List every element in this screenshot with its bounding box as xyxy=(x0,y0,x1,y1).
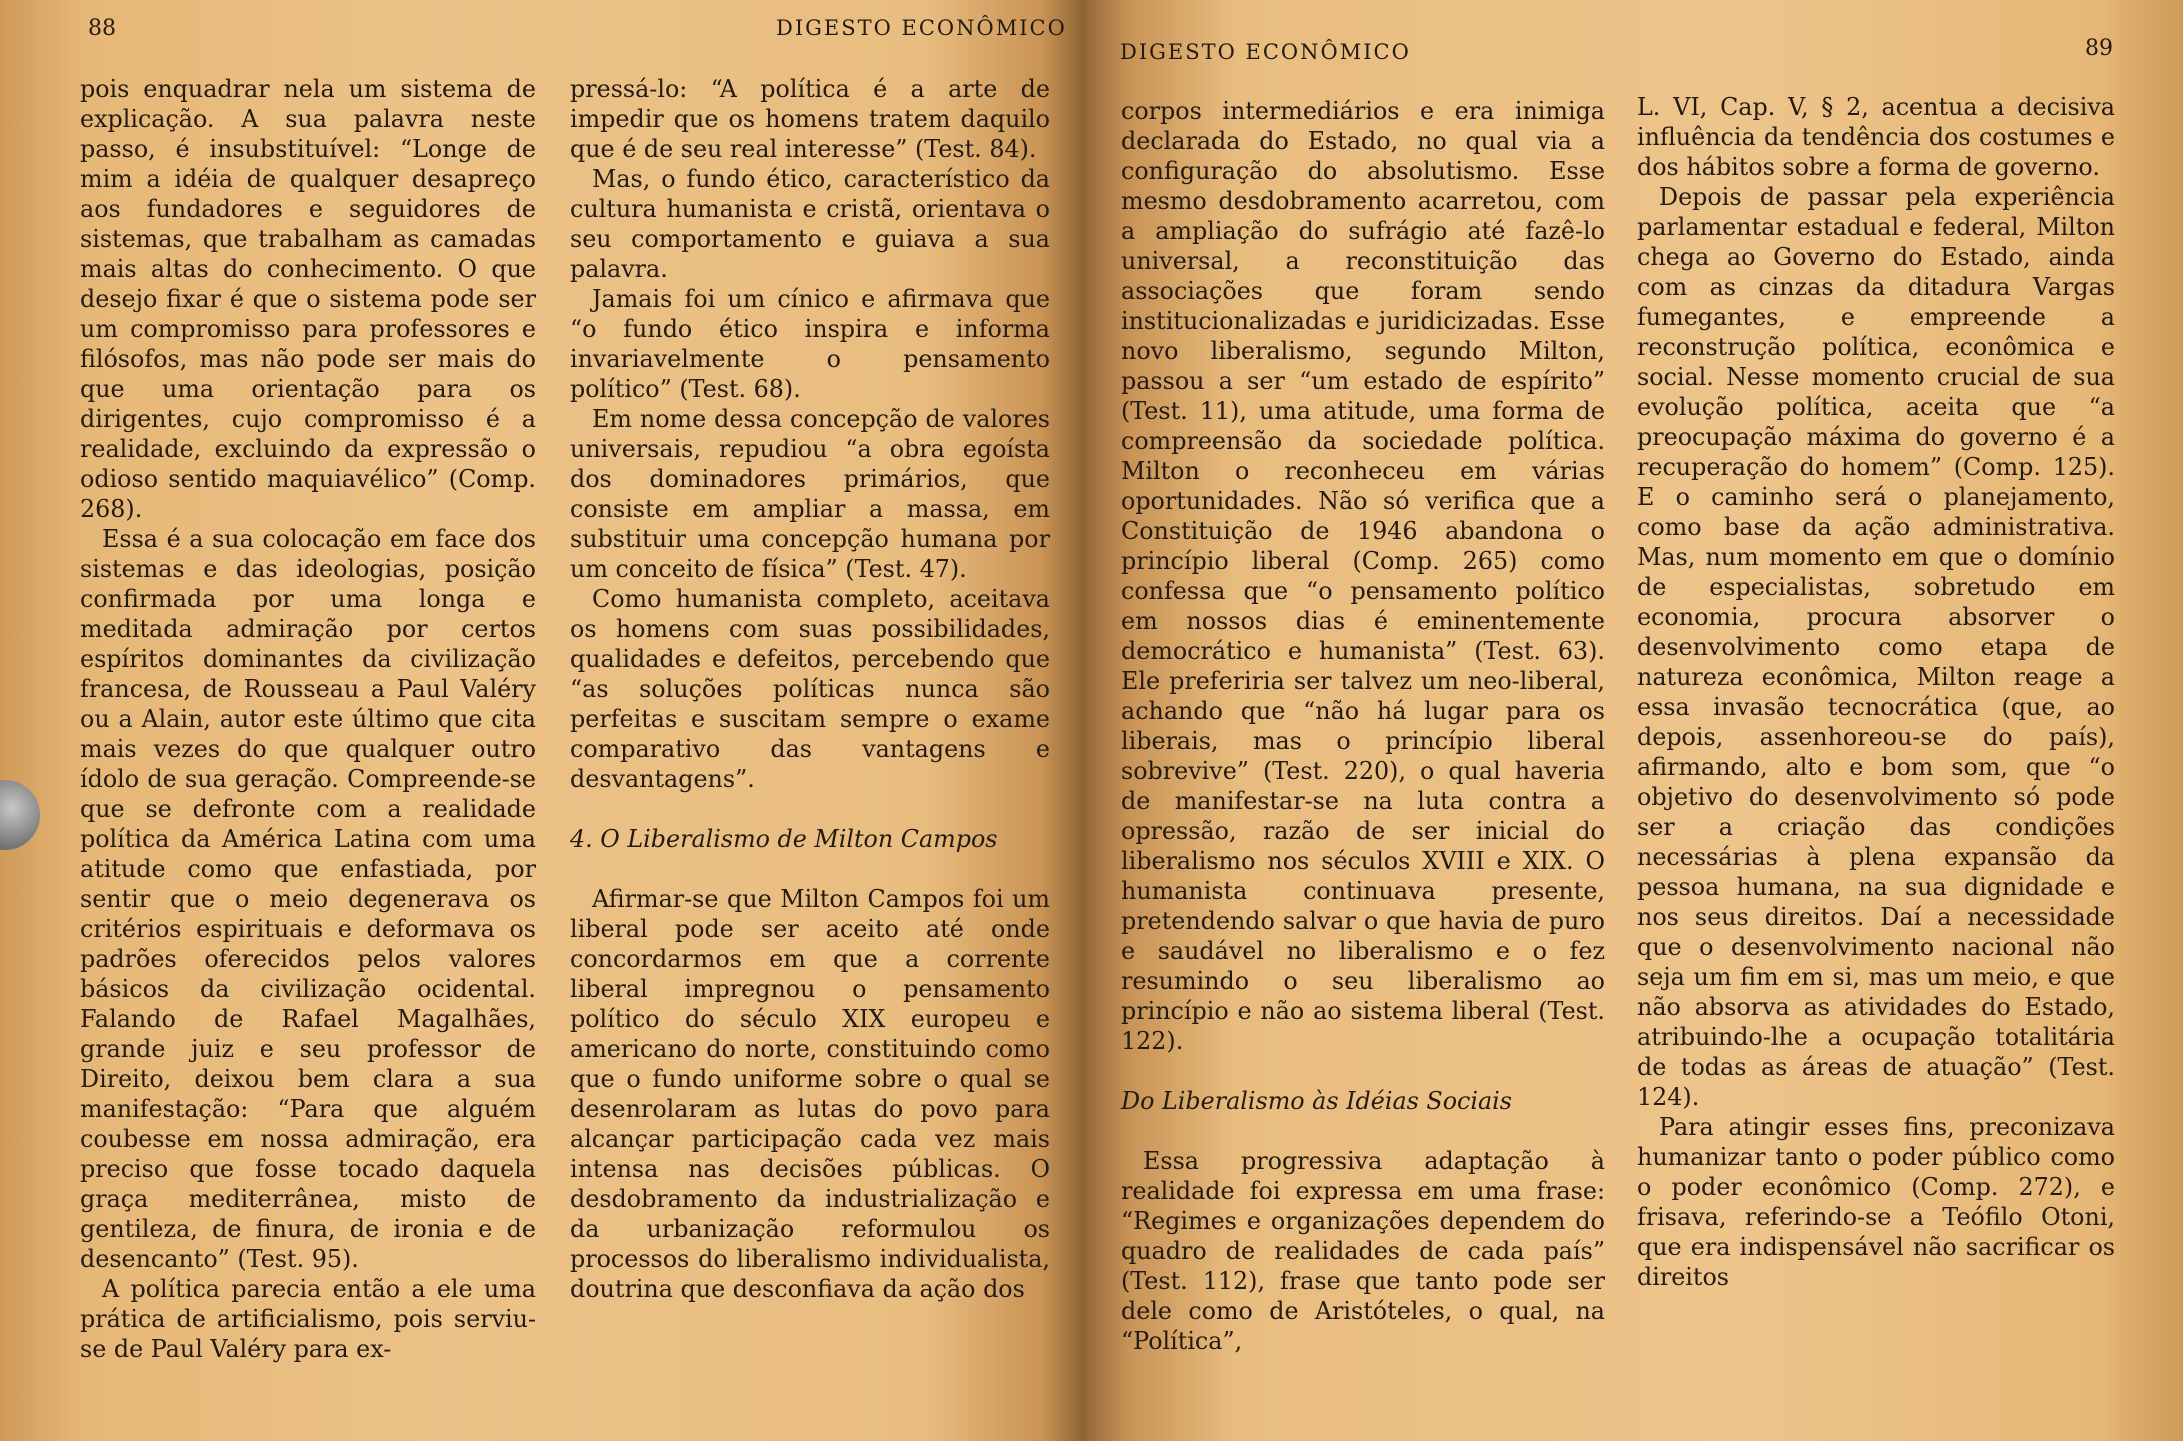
section-heading: Do Liberalismo às Idéias Sociais xyxy=(1121,1087,1512,1115)
paragraph: L. VI, Cap. V, § 2, acentua a decisiva influência da tendência dos costumes e dos hábitos sobre a forma de governo. xyxy=(1637,93,2115,181)
paragraph: corpos intermediários e era inimiga declarada do Estado, no qual via a configuração do absolutismo. Esse mesmo desdobramento acarretou, com a ampliação do sufrágio até fazê-lo universal, a reconstituição das associações que foram sendo institucionalizadas e juridicizadas. Esse novo liberalismo, segundo Milton, passou a ser “um estado de espírito” (Test. 11), uma atitude, uma forma de compreensão da sociedade política. Milton o reconheceu em várias oportunidades. Não só verifica que a Constituição de 1946 abandona o princípio liberal (Comp. 265) como confessa que “o pensamento político em nossos dias é eminentemente democrático e humanista” (Test. 63). Ele preferiria ser talvez um neo-liberal, achando que “não há lugar para os liberais, mas o princípio liberal sobrevive” (Test. 220), o qual haveria de manifestar-se na luta contra a opressão, razão de ser inicial do liberalismo nos séculos XVIII e XIX. O humanista continuava presente, pretendendo salvar o que havia de puro e saudável no liberalismo e o fez resumindo o seu liberalismo ao princípio e não ao sistema liberal (Test. 122). xyxy=(1121,97,1605,1055)
section-heading: 4. O Liberalismo de Milton Campos xyxy=(570,825,998,853)
left-page xyxy=(0,0,1085,1441)
left-page-column-1 xyxy=(80,74,536,1364)
left-page-column-2 xyxy=(570,74,1050,1304)
thumb-shadow xyxy=(0,780,40,850)
paragraph: Em nome dessa concepção de valores universais, repudiou “a obra egoísta dos dominadores primários, que consiste em ampliar a massa, em substituir uma concepção humana por um conceito de física” (Test. 47). xyxy=(570,405,1050,583)
right-page-column-1 xyxy=(1121,96,1605,1356)
left-running-header: DIGESTO ECONÔMICO xyxy=(776,16,1067,40)
left-page-number: 88 xyxy=(88,16,116,41)
paragraph: Essa progressiva adaptação à realidade foi expressa em uma frase: “Regimes e organizações dependem do quadro de realidades de cada país” (Test. 112), frase que tanto pode ser dele como de Aristóteles, o qual, na “Política”, xyxy=(1121,1147,1605,1355)
paragraph: Mas, o fundo ético, característico da cultura humanista e cristã, orientava o seu comportamento e guiava a sua palavra. xyxy=(570,165,1050,283)
paragraph: Para atingir esses fins, preconizava humanizar tanto o poder público como o poder econômico (Comp. 272), e frisava, referindo-se a Teófilo Otoni, que era indispensável não sacrificar os direitos xyxy=(1637,1113,2115,1291)
paragraph: Como humanista completo, aceitava os homens com suas possibilidades, qualidades e defeitos, percebendo que “as soluções políticas nunca são perfeitas e suscitam sempre o exame comparativo das vantagens e desvantagens”. xyxy=(570,585,1050,793)
paragraph: Afirmar-se que Milton Campos foi um liberal pode ser aceito até onde concordarmos em que a corrente liberal impregnou o pensamento político do século XIX europeu e americano do norte, constituindo como que o fundo uniforme sobre o qual se desenrolaram as lutas do povo para alcançar participação cada vez mais intensa nas decisões públicas. O desdobramento da industrialização e da urbanização reformulou os processos do liberalismo individualista, doutrina que desconfiava da ação dos xyxy=(570,885,1050,1303)
right-page-number: 89 xyxy=(2085,36,2113,61)
paragraph: Depois de passar pela experiência parlamentar estadual e federal, Milton chega ao Governo do Estado, ainda com as cinzas da ditadura Vargas fumegantes, e empreende a reconstrução política, econômica e social. Nesse momento crucial de sua evolução política, aceita que “a preocupação máxima do governo é a recuperação do homem” (Comp. 125). E o caminho será o planejamento, como base da ação administrativa. Mas, num momento em que o domínio de especialistas, sobretudo em economia, procura absorver o desenvolvimento como etapa de natureza econômica, Milton reage a essa invasão tecnocrática (que, ao depois, assenhoreou-se do país), afirmando, alto e bom som, que “o objetivo do desenvolvimento só pode ser a criação das condições necessárias à plena expansão da pessoa humana, na sua dignidade e nos seus direitos. Daí a necessidade que o desenvolvimento nacional não seja um fim em si, mas um meio, e que não absorva as atividades do Estado, atribuindo-lhe a ocupação totalitária de todas as áreas de atuação” (Test. 124). xyxy=(1637,183,2115,1111)
paragraph: A política parecia então a ele uma prática de artificialismo, pois serviu-se de Paul Valéry para ex- xyxy=(80,1275,536,1363)
paragraph: pressá-lo: “A política é a arte de impedir que os homens tratem daquilo que é de seu real interesse” (Test. 84). xyxy=(570,75,1050,163)
right-page-column-2 xyxy=(1637,92,2115,1292)
right-page xyxy=(1085,0,2183,1441)
right-running-header: DIGESTO ECONÔMICO xyxy=(1120,40,1411,64)
paragraph: pois enquadrar nela um sistema de explicação. A sua palavra neste passo, é insubstituível: “Longe de mim a idéia de qualquer desapreço aos fundadores e seguidores de sistemas, que trabalham as camadas mais altas do conhecimento. O que desejo fixar é que o sistema pode ser um compromisso para professores e filósofos, mas não pode ser mais do que uma orientação para os dirigentes, cujo compromisso é a realidade, excluindo da expressão o odioso sentido maquiavélico” (Comp. 268). xyxy=(80,75,536,523)
paragraph: Jamais foi um cínico e afirmava que “o fundo ético inspira e informa invariavelmente o pensamento político” (Test. 68). xyxy=(570,285,1050,403)
paragraph: Essa é a sua colocação em face dos sistemas e das ideologias, posição confirmada por uma longa e meditada admiração por certos espíritos dominantes da civilização francesa, de Rousseau a Paul Valéry ou a Alain, autor este último que cita mais vezes do que qualquer outro ídolo de sua geração. Compreende-se que se defronte com a realidade política da América Latina com uma atitude como que enfastiada, por sentir que o meio degenerava os critérios espirituais e deformava os padrões oferecidos pelos valores básicos da civilização ocidental. Falando de Rafael Magalhães, grande juiz e seu professor de Direito, deixou bem clara a sua manifestação: “Para que alguém coubesse em nossa admiração, era preciso que fosse tocado daquela graça mediterrânea, misto de gentileza, de finura, de ironia e de desencanto” (Test. 95). xyxy=(80,525,536,1273)
